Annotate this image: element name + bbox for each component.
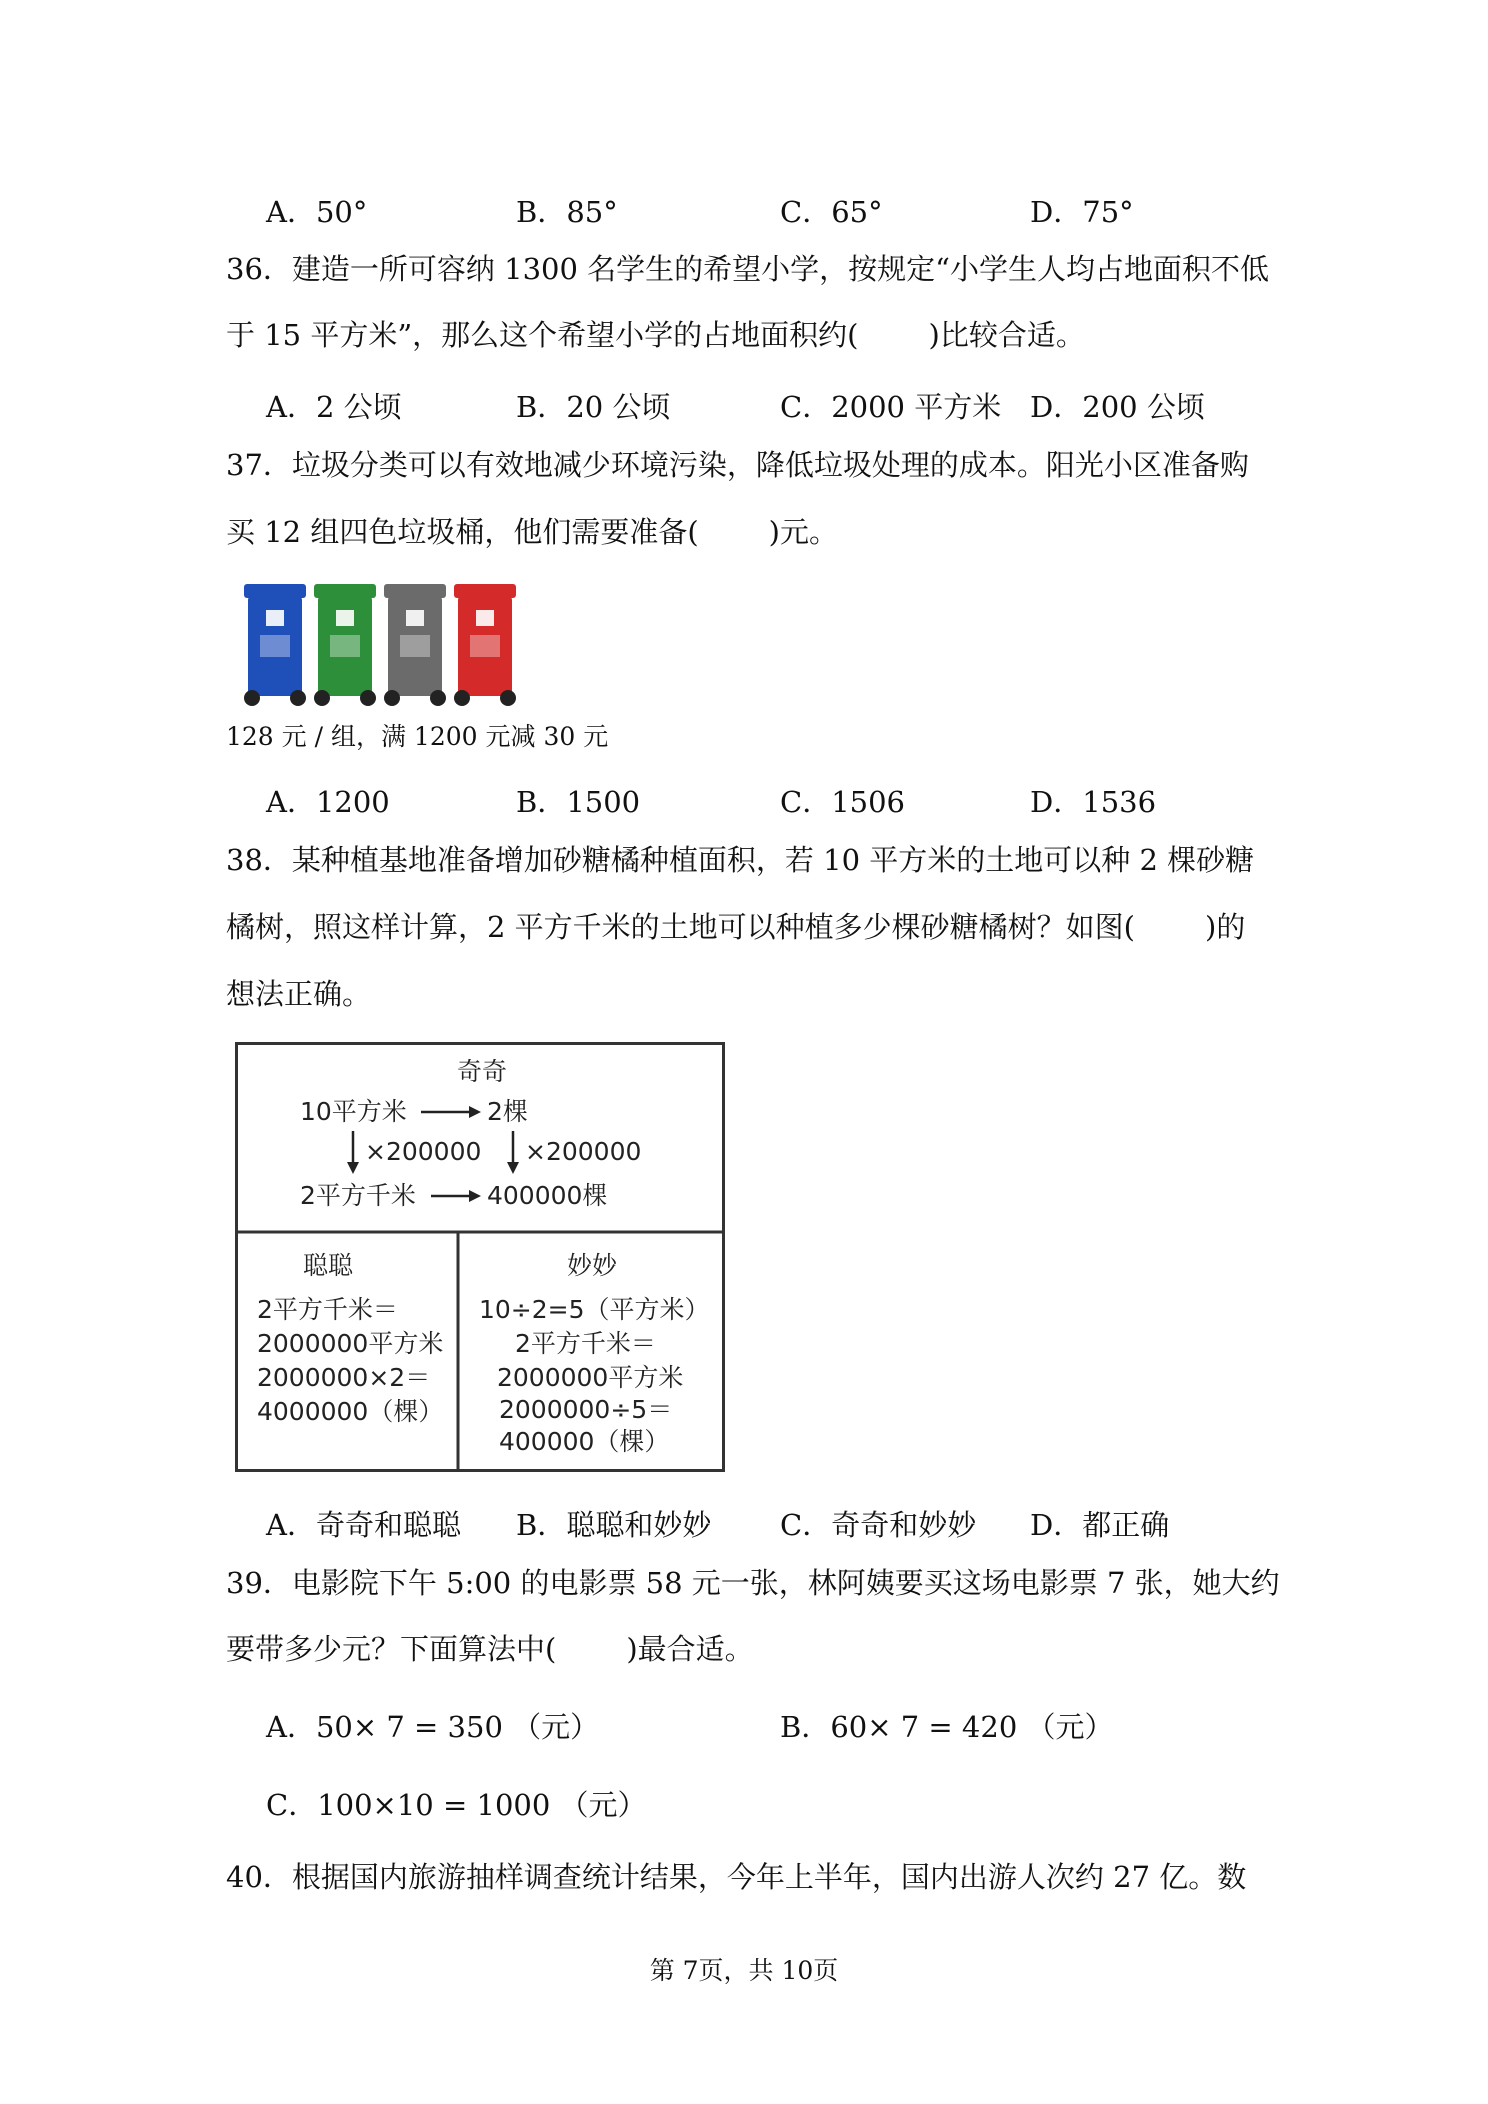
q39-option-c: C．100×10 = 1000 （元） (266, 1788, 647, 1822)
q35-option-a: A．50° (266, 195, 368, 229)
q38-line-1: 38．某种植基地准备增加砂糖橘种植面积，若 10 平方米的土地可以种 2 棵砂糖 (226, 843, 1255, 877)
trash-bins-illustration (238, 580, 528, 710)
bin-red (454, 584, 516, 706)
q39-line-2: 要带多少元？下面算法中( )最合适。 (226, 1632, 754, 1666)
q36-option-b: B．20 公顷 (516, 390, 671, 424)
bin-blue (244, 584, 306, 706)
q36-line-2: 于 15 平方米”，那么这个希望小学的占地面积约( )比较合适。 (226, 318, 1085, 352)
q39-line-1: 39．电影院下午 5:00 的电影票 58 元一张，林阿姨要买这场电影票 7 张，她大约 (226, 1566, 1280, 1600)
bin-gray (384, 584, 446, 706)
miaomiao-line-2: 2平方千米＝ (515, 1329, 656, 1358)
qiqi-name: 奇奇 (457, 1057, 508, 1086)
arrow-down-icon (507, 1162, 519, 1174)
congcong-name: 聪聪 (303, 1251, 354, 1280)
q36-option-a: A．2 公顷 (266, 390, 402, 424)
q38-option-d: D．都正确 (1030, 1508, 1170, 1542)
qiqi-mult-left: ×200000 (365, 1137, 482, 1166)
arrow-right-icon (469, 1190, 481, 1202)
miaomiao-line-3: 2000000平方米 (497, 1363, 684, 1392)
qiqi-row1-left: 10平方米 (300, 1097, 407, 1126)
q35-option-b: B．85° (516, 195, 618, 229)
qiqi-row2-left: 2平方千米 (300, 1181, 416, 1210)
q39-option-a: A．50× 7 = 350 （元） (266, 1710, 600, 1744)
congcong-line-1: 2平方千米＝ (257, 1295, 398, 1324)
miaomiao-name: 妙妙 (567, 1251, 618, 1280)
q39-option-b: B．60× 7 = 420 （元） (780, 1710, 1114, 1744)
q37-line-1: 37．垃圾分类可以有效地减少环境污染，降低垃圾处理的成本。阳光小区准备购 (226, 448, 1249, 482)
qiqi-mult-right: ×200000 (525, 1137, 642, 1166)
q36-option-c: C．2000 平方米 (780, 390, 1002, 424)
q38-option-b: B．聪聪和妙妙 (516, 1508, 712, 1542)
q37-option-c: C．1506 (780, 785, 906, 819)
arrow-down-icon (347, 1162, 359, 1174)
bin-green (314, 584, 376, 706)
q37-option-d: D．1536 (1030, 785, 1157, 819)
q37-option-b: B．1500 (516, 785, 641, 819)
q35-option-d: D．75° (1030, 195, 1134, 229)
price-caption: 128 元 / 组，满 1200 元减 30 元 (226, 722, 609, 751)
miaomiao-line-1: 10÷2=5（平方米） (479, 1295, 710, 1324)
qiqi-row1-right: 2棵 (487, 1097, 528, 1126)
q38-line-3: 想法正确。 (226, 977, 372, 1011)
q37-line-2: 买 12 组四色垃圾桶，他们需要准备( )元。 (226, 515, 839, 549)
arrow-right-icon (469, 1106, 481, 1118)
solution-diagram (235, 1042, 725, 1472)
q36-line-1: 36．建造一所可容纳 1300 名学生的希望小学，按规定“小学生人均占地面积不低 (226, 252, 1269, 286)
q40-line-1: 40．根据国内旅游抽样调查统计结果，今年上半年，国内出游人次约 27 亿。数 (226, 1860, 1247, 1894)
congcong-line-2: 2000000平方米 (257, 1329, 444, 1358)
q38-option-a: A．奇奇和聪聪 (266, 1508, 461, 1542)
congcong-line-4: 4000000（棵） (257, 1397, 444, 1426)
q35-option-c: C．65° (780, 195, 883, 229)
miaomiao-line-4: 2000000÷5＝ (499, 1395, 673, 1424)
congcong-line-3: 2000000×2＝ (257, 1363, 431, 1392)
miaomiao-line-5: 400000（棵） (499, 1427, 670, 1456)
page-footer: 第 7页，共 10页 (649, 1956, 839, 1985)
q37-option-a: A．1200 (266, 785, 390, 819)
q38-line-2: 橘树，照这样计算，2 平方千米的土地可以种植多少棵砂糖橘树？如图( )的 (226, 910, 1246, 944)
q38-option-c: C．奇奇和妙妙 (780, 1508, 977, 1542)
qiqi-row2-right: 400000棵 (487, 1181, 608, 1210)
q36-option-d: D．200 公顷 (1030, 390, 1205, 424)
